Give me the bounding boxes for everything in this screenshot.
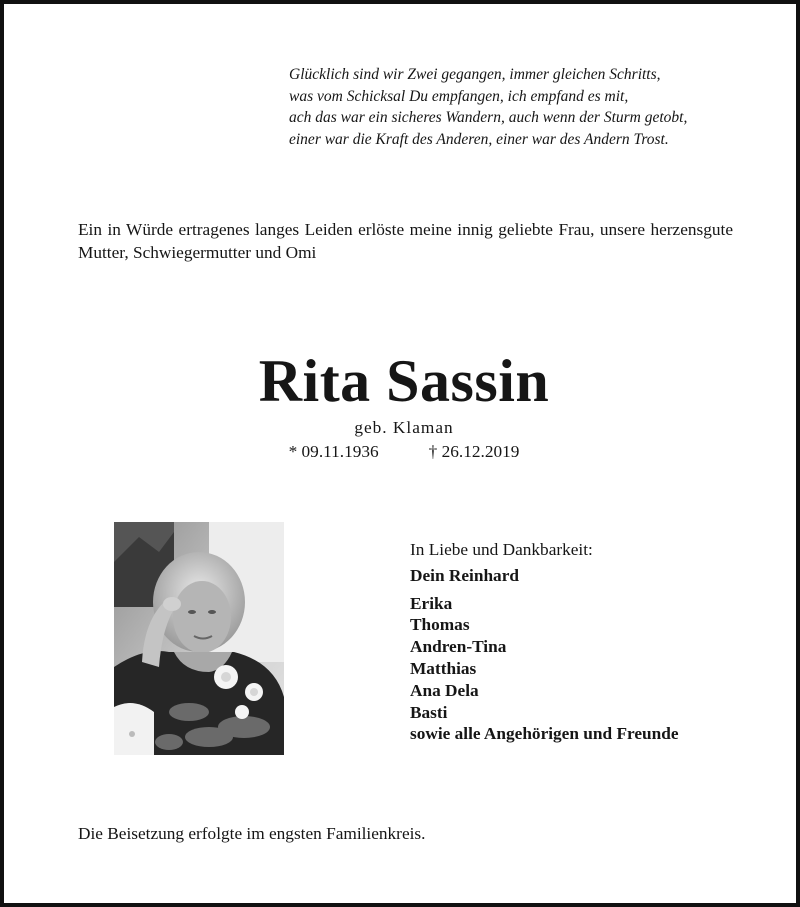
poem (289, 64, 759, 150)
deceased-name: Rita Sassin (258, 348, 550, 414)
mourner-name: Erika (410, 593, 453, 613)
mourner-spouse: Dein Reinhard (410, 565, 519, 585)
maiden-name: geb. Klaman (354, 418, 454, 437)
burial-note: Die Beisetzung erfolgte im engsten Familienkreis. (78, 824, 426, 843)
mourners-heading: In Liebe und Dankbarkeit: (410, 540, 593, 559)
intro-text: Ein in Würde ertragenes langes Leiden erlöste meine innig geliebte Frau, unsere herzensgute Mutter, Schwiegermutter und Omi (78, 220, 733, 262)
mourner-name: Ana Dela (410, 680, 479, 700)
life-dates (4, 442, 800, 462)
poem-line: ach das war ein sicheres Wandern, auch wenn der Sturm getobt, (289, 109, 688, 126)
portrait-photo (114, 522, 284, 755)
poem-line: Glücklich sind wir Zwei gegangen, immer gleichen Schritts, (289, 66, 661, 83)
mourner-name: Thomas (410, 615, 470, 635)
poem-line: was vom Schicksal Du empfangen, ich empfand es mit, (289, 87, 629, 105)
poem-line: einer war die Kraft des Anderen, einer war des Andern Trost. (289, 130, 669, 148)
mourners-list (410, 539, 760, 745)
mourner-name: Matthias (410, 658, 477, 678)
birth-date: * 09.11.1936 (288, 442, 379, 461)
mourner-name: Andren-Tina (410, 637, 507, 657)
death-date: † 26.12.2019 (428, 442, 520, 461)
mourner-name: Basti (410, 702, 448, 722)
mourners-closing: sowie alle Angehörigen und Freunde (410, 724, 679, 744)
